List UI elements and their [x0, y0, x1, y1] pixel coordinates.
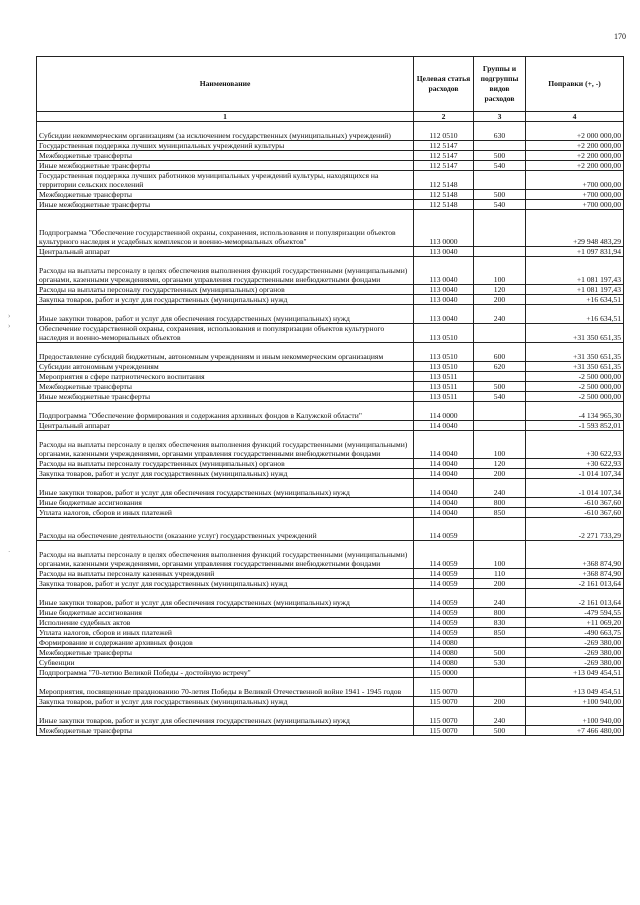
row-name: Центральный аппарат: [37, 421, 414, 431]
table-row: [37, 678, 624, 697]
row-target-article: 114 0059: [414, 518, 474, 541]
row-amendment: +13 049 454,51: [526, 678, 624, 697]
table-row: [37, 707, 624, 726]
row-target-article: 114 0059: [414, 569, 474, 579]
row-target-article: 113 0040: [414, 285, 474, 295]
table-row: [37, 648, 624, 658]
row-target-article: 113 0510: [414, 362, 474, 372]
row-amendment: +700 000,00: [526, 200, 624, 210]
row-name: Уплата налогов, сборов и иных платежей: [37, 508, 414, 518]
row-name: Закупка товаров, работ и услуг для государственных (муниципальных) нужд: [37, 295, 414, 305]
table-row: [37, 210, 624, 247]
row-target-article: 114 0059: [414, 541, 474, 569]
table-row: [37, 628, 624, 638]
table-row: [37, 469, 624, 479]
table-row: [37, 285, 624, 295]
table-row: [37, 541, 624, 569]
table-row: [37, 392, 624, 402]
row-target-article: 113 0040: [414, 257, 474, 285]
row-expense-group: 500: [474, 382, 526, 392]
row-name: Формирование и содержание архивных фондов: [37, 638, 414, 648]
row-expense-group: 500: [474, 726, 526, 736]
margin-mark: ·: [8, 548, 11, 556]
header-name: Наименование: [37, 57, 414, 112]
row-amendment: +30 622,93: [526, 431, 624, 459]
row-amendment: +2 200 000,00: [526, 141, 624, 151]
row-name: Предоставление субсидий бюджетным, автономным учреждениям и иным некоммерческим организациям: [37, 343, 414, 362]
row-amendment: +1 097 831,94: [526, 247, 624, 257]
column-number: 4: [526, 112, 624, 122]
row-target-article: 112 5148: [414, 200, 474, 210]
row-name: Межбюджетные трансферты: [37, 151, 414, 161]
row-target-article: 114 0040: [414, 469, 474, 479]
row-target-article: 113 0510: [414, 343, 474, 362]
row-expense-group: 620: [474, 362, 526, 372]
table-row: [37, 658, 624, 668]
row-amendment: +700 000,00: [526, 190, 624, 200]
row-amendment: +13 049 454,51: [526, 668, 624, 678]
table-row: [37, 569, 624, 579]
table-row: [37, 608, 624, 618]
table-row: [37, 190, 624, 200]
row-amendment: +368 874,90: [526, 541, 624, 569]
row-target-article: 115 0070: [414, 697, 474, 707]
row-expense-group: 100: [474, 257, 526, 285]
row-name: Мероприятия в сфере патриотического воспитания: [37, 372, 414, 382]
row-name: Исполнение судебных актов: [37, 618, 414, 628]
row-name: Закупка товаров, работ и услуг для государственных (муниципальных) нужд: [37, 579, 414, 589]
table-row: [37, 171, 624, 190]
row-target-article: 114 0080: [414, 638, 474, 648]
budget-table: [36, 56, 624, 736]
table-row: [37, 343, 624, 362]
table-row: [37, 402, 624, 421]
row-expense-group: 500: [474, 648, 526, 658]
table-row: [37, 518, 624, 541]
row-amendment: -2 161 013,64: [526, 589, 624, 608]
row-expense-group: [474, 518, 526, 541]
row-expense-group: 540: [474, 200, 526, 210]
row-target-article: 112 5148: [414, 171, 474, 190]
table-row: [37, 382, 624, 392]
row-name: Обеспечение государственной охраны, сохранения, использования и популяризации объектов культурного наследия и военно-мемориальных объектов: [37, 324, 414, 343]
row-name: Уплата налогов, сборов и иных платежей: [37, 628, 414, 638]
row-amendment: +7 466 480,00: [526, 726, 624, 736]
row-expense-group: 830: [474, 618, 526, 628]
row-name: Иные закупки товаров, работ и услуг для обеспечения государственных (муниципальных) нужд: [37, 305, 414, 324]
row-target-article: 114 0040: [414, 498, 474, 508]
row-amendment: +16 634,51: [526, 305, 624, 324]
row-amendment: +31 350 651,35: [526, 343, 624, 362]
row-amendment: +31 350 651,35: [526, 362, 624, 372]
row-target-article: 114 0059: [414, 628, 474, 638]
table-row: [37, 498, 624, 508]
row-amendment: +700 000,00: [526, 171, 624, 190]
page-number: 170: [614, 32, 626, 41]
row-amendment: +2 200 000,00: [526, 151, 624, 161]
row-target-article: 114 0059: [414, 589, 474, 608]
row-expense-group: [474, 171, 526, 190]
table-row: [37, 141, 624, 151]
row-expense-group: 120: [474, 285, 526, 295]
row-target-article: 114 0040: [414, 508, 474, 518]
row-name: Иные бюджетные ассигнования: [37, 498, 414, 508]
row-target-article: 114 0040: [414, 479, 474, 498]
table-row: [37, 726, 624, 736]
table-row: [37, 372, 624, 382]
row-target-article: 113 0510: [414, 324, 474, 343]
margin-mark: ›: [8, 322, 11, 330]
row-target-article: 113 0040: [414, 247, 474, 257]
row-target-article: 114 0059: [414, 579, 474, 589]
row-name: Расходы на выплаты персоналу в целях обеспечения выполнения функций государственными (муниципальными) органами, казенными учреждениями, органами управления государственными внебюджетными фондами: [37, 257, 414, 285]
row-target-article: 112 5147: [414, 151, 474, 161]
table-row: [37, 638, 624, 648]
row-name: Иные закупки товаров, работ и услуг для обеспечения государственных (муниципальных) нужд: [37, 589, 414, 608]
row-name: Расходы на обеспечение деятельности (оказание услуг) государственных учреждений: [37, 518, 414, 541]
row-expense-group: 600: [474, 343, 526, 362]
row-expense-group: 200: [474, 469, 526, 479]
row-name: Центральный аппарат: [37, 247, 414, 257]
row-amendment: +2 200 000,00: [526, 161, 624, 171]
row-target-article: 112 5147: [414, 161, 474, 171]
row-target-article: 114 0059: [414, 608, 474, 618]
row-name: Подпрограмма "Обеспечение формирования и содержания архивных фондов в Калужской области": [37, 402, 414, 421]
row-amendment: -269 380,00: [526, 648, 624, 658]
row-amendment: -2 500 000,00: [526, 382, 624, 392]
row-amendment: +100 940,00: [526, 697, 624, 707]
table-row: [37, 200, 624, 210]
row-amendment: -269 380,00: [526, 658, 624, 668]
table-row: [37, 459, 624, 469]
row-amendment: -610 367,60: [526, 508, 624, 518]
row-target-article: 115 0070: [414, 678, 474, 697]
column-number: 3: [474, 112, 526, 122]
row-name: Расходы на выплаты персоналу государственных (муниципальных) органов: [37, 285, 414, 295]
row-name: Расходы на выплаты персоналу в целях обеспечения выполнения функций государственными (муниципальными) органами, казенными учреждениями, органами управления государственными внебюджетными фондами: [37, 431, 414, 459]
row-target-article: 113 0040: [414, 295, 474, 305]
row-target-article: 115 0000: [414, 668, 474, 678]
table-row: [37, 697, 624, 707]
row-name: Мероприятия, посвященные празднованию 70-летия Победы в Великой Отечественной войне 1941 - 1945 годов: [37, 678, 414, 697]
table-row: [37, 508, 624, 518]
row-name: Государственная поддержка лучших работников муниципальных учреждений культуры, находящихся на территории сельских поселений: [37, 171, 414, 190]
row-expense-group: 200: [474, 697, 526, 707]
row-expense-group: 120: [474, 459, 526, 469]
row-amendment: +1 081 197,43: [526, 285, 624, 295]
table-row: [37, 589, 624, 608]
row-target-article: 112 5147: [414, 141, 474, 151]
header-amendments: Поправки (+, -): [526, 57, 624, 112]
column-number: 2: [414, 112, 474, 122]
row-expense-group: 800: [474, 608, 526, 618]
row-amendment: -490 663,75: [526, 628, 624, 638]
row-name: Субсидии автономным учреждениям: [37, 362, 414, 372]
row-name: Иные межбюджетные трансферты: [37, 161, 414, 171]
row-expense-group: 630: [474, 122, 526, 141]
row-expense-group: [474, 324, 526, 343]
header-expense-groups: Группы и подгруппы видов расходов: [474, 57, 526, 112]
row-amendment: +16 634,51: [526, 295, 624, 305]
table-row: [37, 421, 624, 431]
row-expense-group: 100: [474, 431, 526, 459]
row-amendment: +29 948 483,29: [526, 210, 624, 247]
row-name: Межбюджетные трансферты: [37, 648, 414, 658]
row-amendment: -269 380,00: [526, 638, 624, 648]
row-name: Межбюджетные трансферты: [37, 382, 414, 392]
row-name: Расходы на выплаты персоналу казенных учреждений: [37, 569, 414, 579]
row-amendment: -1 014 107,34: [526, 469, 624, 479]
row-expense-group: [474, 638, 526, 648]
row-expense-group: 850: [474, 628, 526, 638]
row-expense-group: 540: [474, 392, 526, 402]
row-amendment: -610 367,60: [526, 498, 624, 508]
row-amendment: +31 350 651,35: [526, 324, 624, 343]
row-expense-group: [474, 210, 526, 247]
row-expense-group: 850: [474, 508, 526, 518]
row-amendment: -2 500 000,00: [526, 392, 624, 402]
row-name: Подпрограмма "70-летию Великой Победы - достойную встречу": [37, 668, 414, 678]
row-name: Межбюджетные трансферты: [37, 190, 414, 200]
row-amendment: -1 593 852,01: [526, 421, 624, 431]
row-expense-group: [474, 678, 526, 697]
table-row: [37, 618, 624, 628]
row-expense-group: 240: [474, 589, 526, 608]
row-expense-group: 500: [474, 151, 526, 161]
row-name: Расходы на выплаты персоналу в целях обеспечения выполнения функций государственными (муниципальными) органами, казенными учреждениями, органами управления государственными внебюджетными фондами: [37, 541, 414, 569]
row-expense-group: 800: [474, 498, 526, 508]
row-expense-group: [474, 372, 526, 382]
row-amendment: -2 271 733,29: [526, 518, 624, 541]
row-amendment: +100 940,00: [526, 707, 624, 726]
row-amendment: -479 594,55: [526, 608, 624, 618]
row-expense-group: 110: [474, 569, 526, 579]
row-name: Иные закупки товаров, работ и услуг для обеспечения государственных (муниципальных) нужд: [37, 707, 414, 726]
row-name: Закупка товаров, работ и услуг для государственных (муниципальных) нужд: [37, 697, 414, 707]
row-target-article: 114 0040: [414, 421, 474, 431]
table-row: [37, 362, 624, 372]
row-expense-group: 530: [474, 658, 526, 668]
row-target-article: 115 0070: [414, 726, 474, 736]
row-name: Государственная поддержка лучших муниципальных учреждений культуры: [37, 141, 414, 151]
row-expense-group: [474, 247, 526, 257]
row-amendment: +368 874,90: [526, 569, 624, 579]
row-expense-group: 500: [474, 190, 526, 200]
row-target-article: 114 0000: [414, 402, 474, 421]
row-name: Иные межбюджетные трансферты: [37, 392, 414, 402]
row-name: Расходы на выплаты персоналу государственных (муниципальных) органов: [37, 459, 414, 469]
table-row: [37, 324, 624, 343]
row-amendment: -2 161 013,64: [526, 579, 624, 589]
row-name: Подпрограмма "Обеспечение государственной охраны, сохранения, использования и популяризации объектов культурного наследия и усадебных комплексов и военно-мемориальных объектов": [37, 210, 414, 247]
row-amendment: +30 622,93: [526, 459, 624, 469]
row-target-article: 114 0040: [414, 459, 474, 469]
row-expense-group: 200: [474, 295, 526, 305]
table-row: [37, 668, 624, 678]
row-target-article: 114 0080: [414, 648, 474, 658]
row-name: Субсидии некоммерческим организациям (за исключением государственных (муниципальных) учреждений): [37, 122, 414, 141]
table-row: [37, 305, 624, 324]
row-target-article: 112 5148: [414, 190, 474, 200]
row-amendment: +2 000 000,00: [526, 122, 624, 141]
row-expense-group: [474, 421, 526, 431]
row-target-article: 113 0511: [414, 392, 474, 402]
row-name: Иные межбюджетные трансферты: [37, 200, 414, 210]
table-row: [37, 122, 624, 141]
header-target-article: Целевая статья расходов: [414, 57, 474, 112]
row-target-article: 113 0000: [414, 210, 474, 247]
row-name: Закупка товаров, работ и услуг для государственных (муниципальных) нужд: [37, 469, 414, 479]
row-amendment: +11 069,20: [526, 618, 624, 628]
row-target-article: 113 0511: [414, 382, 474, 392]
row-expense-group: [474, 668, 526, 678]
row-amendment: -1 014 107,34: [526, 479, 624, 498]
table-row: [37, 247, 624, 257]
row-target-article: 114 0040: [414, 431, 474, 459]
row-expense-group: 240: [474, 305, 526, 324]
table-row: [37, 579, 624, 589]
row-expense-group: 240: [474, 707, 526, 726]
table-row: [37, 161, 624, 171]
row-target-article: 113 0511: [414, 372, 474, 382]
table-row: [37, 431, 624, 459]
row-target-article: 115 0070: [414, 707, 474, 726]
row-expense-group: 200: [474, 579, 526, 589]
row-name: Иные бюджетные ассигнования: [37, 608, 414, 618]
row-expense-group: 100: [474, 541, 526, 569]
row-amendment: +1 081 197,43: [526, 257, 624, 285]
table-row: [37, 295, 624, 305]
column-number: 1: [37, 112, 414, 122]
row-expense-group: 540: [474, 161, 526, 171]
row-expense-group: [474, 402, 526, 421]
row-amendment: -4 134 965,30: [526, 402, 624, 421]
table-row: [37, 479, 624, 498]
row-target-article: 113 0040: [414, 305, 474, 324]
row-target-article: 114 0080: [414, 658, 474, 668]
row-target-article: 114 0059: [414, 618, 474, 628]
row-expense-group: [474, 141, 526, 151]
row-target-article: 112 0510: [414, 122, 474, 141]
row-expense-group: 240: [474, 479, 526, 498]
row-amendment: -2 500 000,00: [526, 372, 624, 382]
table-row: [37, 151, 624, 161]
row-name: Субвенции: [37, 658, 414, 668]
row-name: Межбюджетные трансферты: [37, 726, 414, 736]
margin-mark: ›: [8, 312, 11, 320]
row-name: Иные закупки товаров, работ и услуг для обеспечения государственных (муниципальных) нужд: [37, 479, 414, 498]
table-row: [37, 257, 624, 285]
